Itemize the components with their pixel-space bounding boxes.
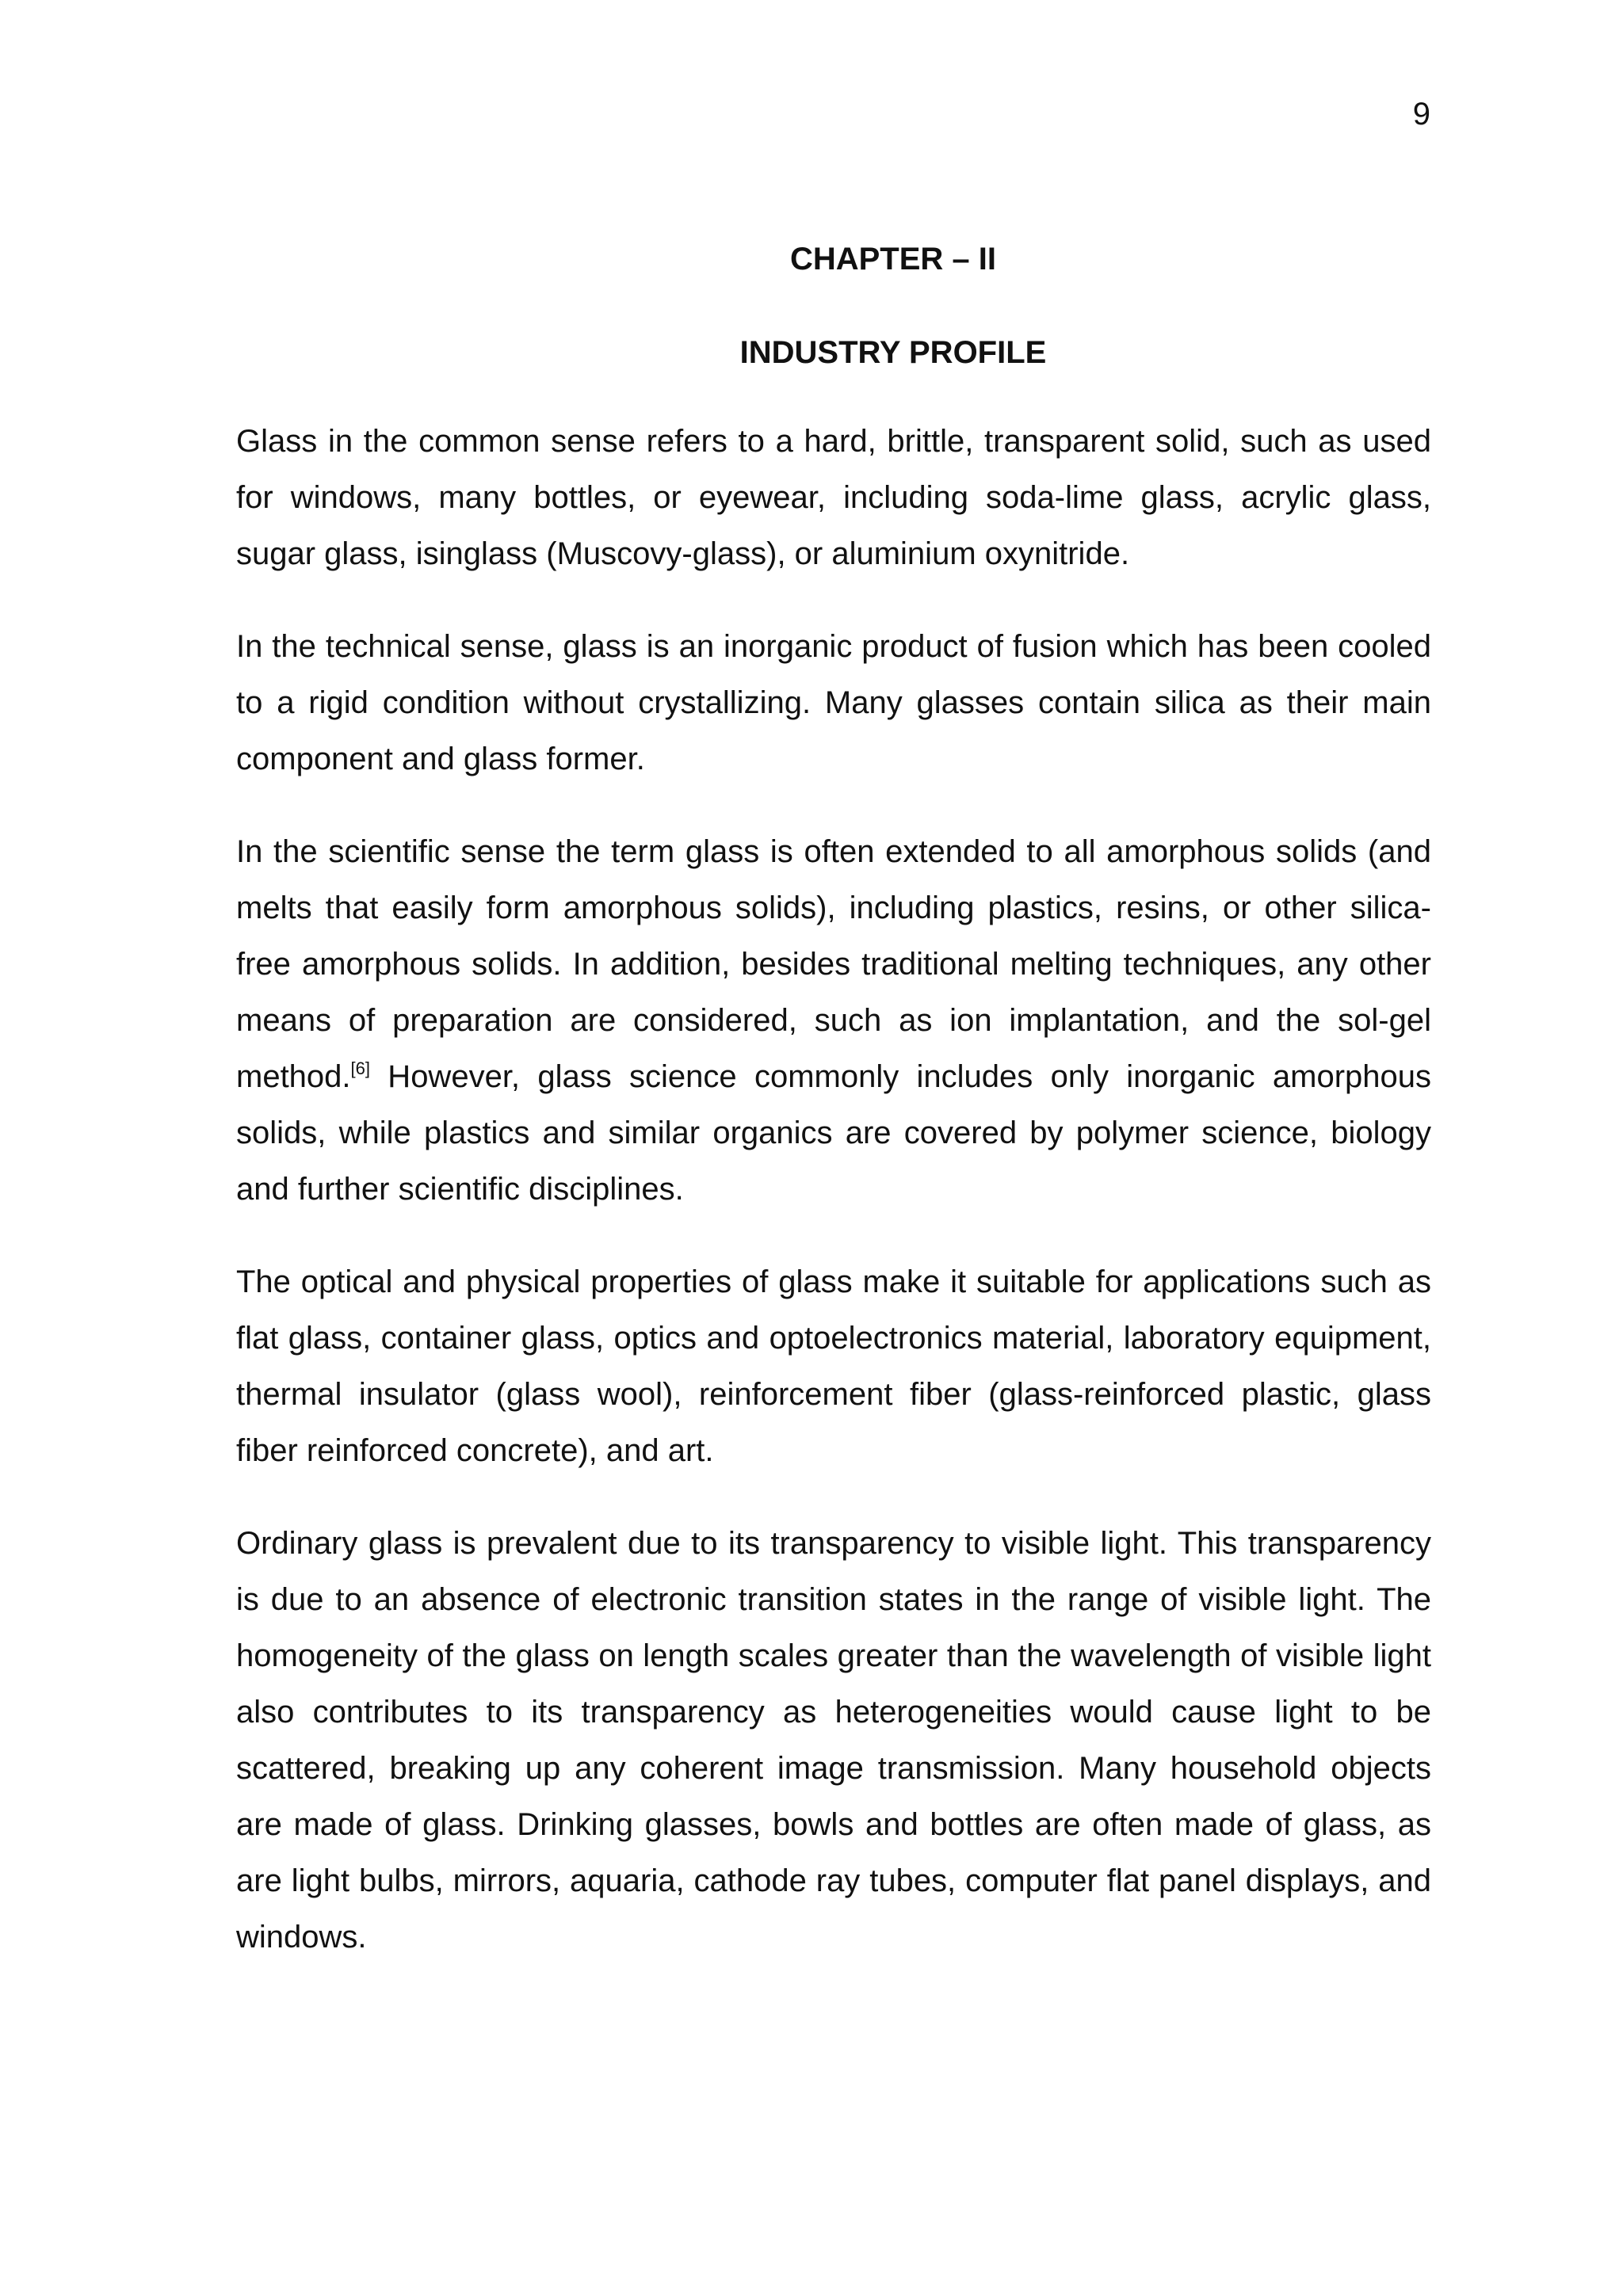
paragraph-glass-common-sense: Glass in the common sense refers to a hard, brittle, transparent solid, such as used for windows, many bottles, or eyewear, including soda-lime glass, acrylic glass, sugar glass, isinglass (Muscovy-glass), or aluminium oxynitride. [236,424,1431,571]
paragraph-glass-scientific-sense [236,824,1431,1218]
citation-reference[interactable]: [6] [350,1058,370,1078]
paragraph-text: However, glass science commonly includes only inorganic amorphous solids, while plastics and similar organics are covered by polymer science, biology and further scientific disciplines. [236,1059,1431,1207]
paragraph-glass-applications: The optical and physical properties of glass make it suitable for applications such as flat glass, container glass, optics and optoelectronics material, laboratory equipment, thermal insulator (glass wool), reinforcement fiber (glass-reinforced plastic, glass fiber reinforced concrete), and art. [236,1264,1431,1468]
paragraph-glass-technical-sense: In the technical sense, glass is an inorganic product of fusion which has been cooled to a rigid condition without crystallizing. Many glasses contain silica as their main component and glass former. [236,629,1431,776]
chapter-title: CHAPTER – II [789,242,997,277]
document-body [236,233,1431,1966]
paragraph-text: In the scientific sense the term glass is often extended to all amorphous solids (and melts that easily form amorphous solids), including plastics, resins, or other silica-free amorphous solids. In addition, besides traditional melting techniques, any other means of preparation are considered, such as ion implantation, and the sol-gel method. [236,834,1431,1094]
paragraph-glass-transparency: Ordinary glass is prevalent due to its transparency to visible light. This transparency is due to an absence of electronic transition states in the range of visible light. The homogeneity of the glass on length scales greater than the wavelength of visible light also contributes to its transparency as heterogeneities would cause light to be scattered, breaking up any coherent image transmission. Many household objects are made of glass. Drinking glasses, bowls and bottles are often made of glass, as are light bulbs, mirrors, aquaria, cathode ray tubes, computer flat panel displays, and windows. [236,1526,1431,1955]
page-number: 9 [1412,97,1430,132]
section-title: INDUSTRY PROFILE [739,335,1047,370]
